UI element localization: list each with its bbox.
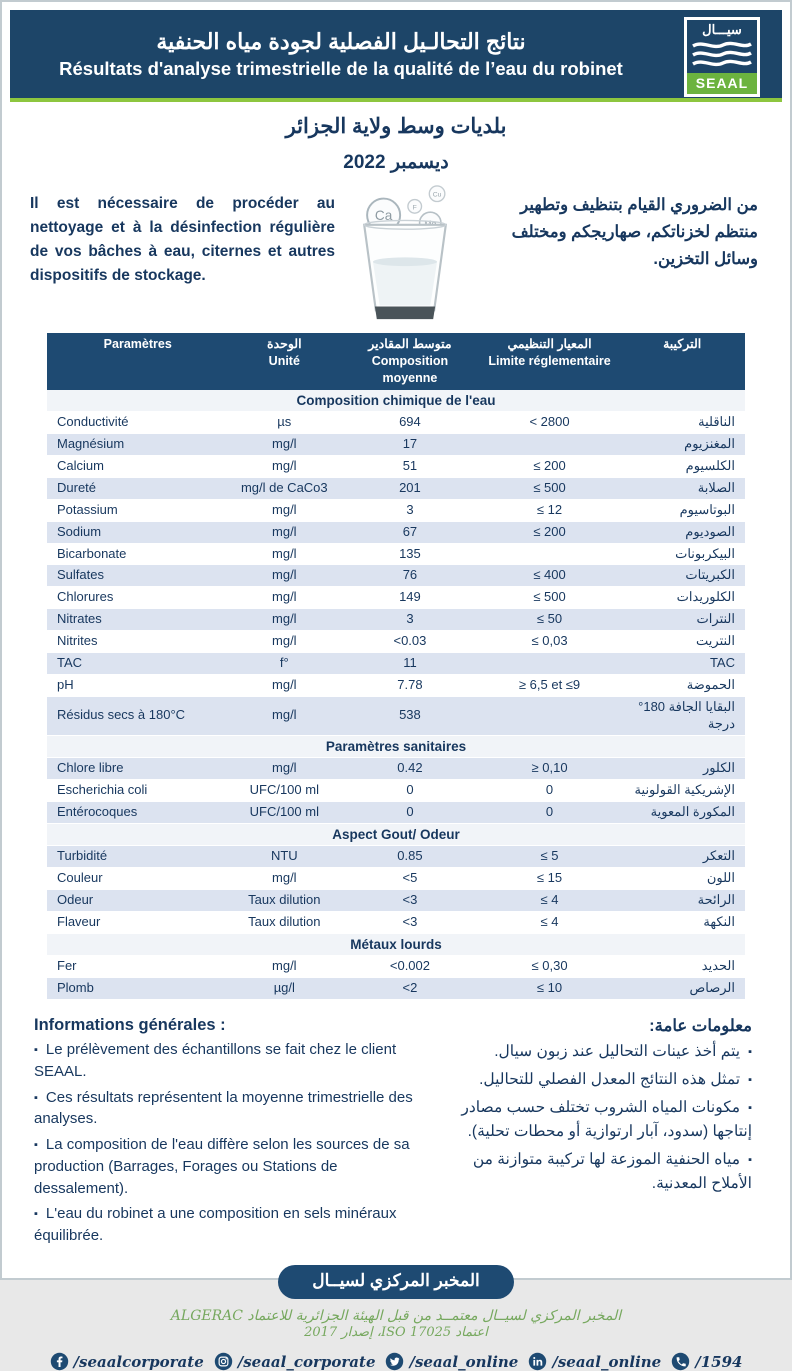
section-title: Aspect Gout/ Odeur (47, 823, 745, 846)
arabic-cell: الناقلية (619, 412, 745, 434)
unit-cell: mg/l (228, 499, 340, 521)
value-cell: 694 (340, 412, 480, 434)
unit-cell: mg/l (228, 696, 340, 735)
value-cell: 0.85 (340, 846, 480, 868)
limit-cell: ≤ 12 (480, 499, 620, 521)
limit-cell: ≤ 200 (480, 521, 620, 543)
value-cell: <5 (340, 868, 480, 890)
limit-cell: ≤ 400 (480, 565, 620, 587)
unit-cell: mg/l (228, 565, 340, 587)
social-link-linkedin[interactable] (528, 1352, 661, 1371)
water-glass-illustration (341, 184, 469, 327)
limit-cell (480, 543, 620, 565)
unit-cell: mg/l (228, 455, 340, 477)
table-row (47, 758, 745, 780)
unit-cell: mg/l (228, 543, 340, 565)
param-cell: Turbidité (47, 846, 228, 868)
info-arabic-title: معلومات عامة: (649, 1017, 752, 1036)
table-section-header (47, 390, 745, 412)
unit-cell: NTU (228, 846, 340, 868)
table-row (47, 521, 745, 543)
limit-cell: ≤ 15 (480, 868, 620, 890)
limit-cell: < 2800 (480, 412, 620, 434)
unit-cell: mg/l (228, 521, 340, 543)
social-link-phone[interactable] (671, 1352, 742, 1371)
value-cell: 149 (340, 587, 480, 609)
list-item: ▪ تمثل هذه النتائج المعدل الفصلي للتحاليل. (434, 1068, 752, 1092)
table-row (47, 801, 745, 823)
header-title-french: Résultats d'analyse trimestrielle de la qualité de l’eau du robinet (59, 57, 623, 79)
arabic-cell: الرصاص (619, 978, 745, 1000)
unit-cell: mg/l (228, 587, 340, 609)
info-french-title: Informations générales : (34, 1016, 226, 1035)
value-cell: <0.03 (340, 631, 480, 653)
col-header-limite-reglementaire: المعيار التنظيمي Limite réglementaire (480, 333, 620, 390)
col-header-composition-ar: التركيبة (619, 333, 745, 390)
unit-cell: mg/l (228, 434, 340, 456)
section-title: Composition chimique de l'eau (47, 390, 745, 412)
arabic-cell: الصوديوم (619, 521, 745, 543)
limit-cell: ≤ 4 (480, 890, 620, 912)
accreditation-text (2, 1307, 790, 1342)
twitter-icon (385, 1352, 404, 1371)
table-row (47, 779, 745, 801)
arabic-cell: التعكر (619, 846, 745, 868)
limit-cell: ≤ 0,30 (480, 956, 620, 978)
arabic-cell: الإشريكية القولونية (619, 779, 745, 801)
arabic-cell: النترات (619, 609, 745, 631)
social-handle: /seaal_online (409, 1352, 519, 1371)
limit-cell: ≤ 5 (480, 846, 620, 868)
limit-cell: 0 (480, 801, 620, 823)
unit-cell: Taux dilution (228, 911, 340, 933)
unit-cell: mg/l (228, 956, 340, 978)
unit-cell: mg/l (228, 868, 340, 890)
seaal-logo-wordmark: SEAAL (687, 73, 757, 94)
arabic-cell: الكبريتات (619, 565, 745, 587)
info-arabic-list (434, 1040, 752, 1196)
arabic-cell: اللون (619, 868, 745, 890)
param-cell: Nitrates (47, 609, 228, 631)
notice-text-french: Il est nécessaire de procéder au nettoyage et à la désinfection régulière de vos bâches à eau, citernes et autres dispositifs de stockage. (30, 195, 335, 285)
table-row (47, 631, 745, 653)
table-section-header (47, 735, 745, 758)
limit-cell (480, 434, 620, 456)
central-lab-badge: المخبر المركزي لسيــال (278, 1265, 514, 1299)
value-cell: 135 (340, 543, 480, 565)
value-cell: 3 (340, 499, 480, 521)
table-row (47, 978, 745, 1000)
limit-cell: ≤ 200 (480, 455, 620, 477)
list-item: ▪ يتم أخذ عينات التحاليل عند زبون سيال. (434, 1040, 752, 1064)
value-cell: 0 (340, 801, 480, 823)
limit-cell: ≤ 500 (480, 477, 620, 499)
limit-cell: ≤ 4 (480, 911, 620, 933)
arabic-cell: البوتاسيوم (619, 499, 745, 521)
arabic-cell: الكلسيوم (619, 455, 745, 477)
social-handle: /seaal_online (552, 1352, 662, 1371)
param-cell: Couleur (47, 868, 228, 890)
unit-cell: mg/l (228, 631, 340, 653)
section-title: Métaux lourds (47, 933, 745, 956)
arabic-cell: المكورة المعوية (619, 801, 745, 823)
value-cell: 17 (340, 434, 480, 456)
list-item: ▪ مكونات المياه الشروب تختلف حسب مصادر إنتاجها (سدود، آبار ارتوازية أو محطات تحلية). (434, 1096, 752, 1144)
table-row (47, 412, 745, 434)
arabic-cell: TAC (619, 652, 745, 674)
subtitle (2, 114, 790, 174)
seaal-logo (684, 17, 760, 97)
param-cell: Résidus secs à 180°C (47, 696, 228, 735)
table-row (47, 674, 745, 696)
param-cell: Entérocoques (47, 801, 228, 823)
accreditation-line-1: المخبر المركزي لسيــال معتمــد من قبل الهيئة الجزائرية للاعتماد ALGERAC (170, 1307, 622, 1324)
table-row (47, 543, 745, 565)
value-cell: 76 (340, 565, 480, 587)
col-header-composition-moyenne: متوسط المقادير Composition moyenne (340, 333, 480, 390)
limit-cell: ≤ 500 (480, 587, 620, 609)
table-row (47, 956, 745, 978)
glass-label-cu: Cu (432, 191, 442, 199)
value-cell: 201 (340, 477, 480, 499)
value-cell: <2 (340, 978, 480, 1000)
limit-cell: ≥ 0,10 (480, 758, 620, 780)
table-row (47, 652, 745, 674)
table-row (47, 846, 745, 868)
limit-cell (480, 652, 620, 674)
table-section-header (47, 933, 745, 956)
arabic-cell: الحموضة (619, 674, 745, 696)
list-item: ▪ L'eau du robinet a une composition en sels minéraux équilibrée. (34, 1203, 434, 1247)
social-link-twitter[interactable] (385, 1352, 518, 1371)
param-cell: Flaveur (47, 911, 228, 933)
unit-cell: UFC/100 ml (228, 801, 340, 823)
header-band (10, 10, 782, 102)
param-cell: Conductivité (47, 412, 228, 434)
accreditation-line-2: اعتماد ISO 17025، إصدار 2017 (304, 1325, 488, 1341)
value-cell: 7.78 (340, 674, 480, 696)
limit-cell: 0 (480, 779, 620, 801)
arabic-cell: الحديد (619, 956, 745, 978)
param-cell: pH (47, 674, 228, 696)
info-french-list (34, 1039, 434, 1247)
results-table-body (47, 390, 745, 1000)
table-row (47, 499, 745, 521)
social-handle: /seaalcorporate (73, 1352, 204, 1371)
unit-cell: µs (228, 412, 340, 434)
param-cell: Calcium (47, 455, 228, 477)
limit-cell: ≤ 10 (480, 978, 620, 1000)
value-cell: <0.002 (340, 956, 480, 978)
arabic-cell: الصلابة (619, 477, 745, 499)
social-bar (2, 1352, 790, 1371)
list-item: ▪ مياه الحنفية الموزعة لها تركيبة متوازنة من الأملاح المعدنية. (434, 1148, 752, 1196)
linkedin-icon (528, 1352, 547, 1371)
col-header-parametres: Paramètres (47, 333, 228, 390)
list-item: ▪ La composition de l'eau diffère selon les sources de sa production (Barrages, Forages ou Stations de dessalement). (34, 1134, 434, 1199)
instagram-icon (214, 1352, 233, 1371)
arabic-cell: النتريت (619, 631, 745, 653)
value-cell: 0 (340, 779, 480, 801)
table-row (47, 609, 745, 631)
table-row (47, 911, 745, 933)
unit-cell: Taux dilution (228, 890, 340, 912)
period-title: ديسمبر 2022 (343, 152, 449, 173)
arabic-cell: النكهة (619, 911, 745, 933)
param-cell: Odeur (47, 890, 228, 912)
facebook-icon (50, 1352, 69, 1371)
limit-cell (480, 696, 620, 735)
value-cell: 51 (340, 455, 480, 477)
list-item: ▪ Ces résultats représentent la moyenne trimestrielle des analyses. (34, 1087, 434, 1131)
list-item: ▪ Le prélèvement des échantillons se fait chez le client SEAAL. (34, 1039, 434, 1083)
param-cell: Chlorures (47, 587, 228, 609)
unit-cell: mg/l (228, 609, 340, 631)
table-row (47, 434, 745, 456)
param-cell: Dureté (47, 477, 228, 499)
value-cell: 11 (340, 652, 480, 674)
table-header-row (47, 333, 745, 390)
param-cell: Potassium (47, 499, 228, 521)
limit-cell: ≤ 0,03 (480, 631, 620, 653)
unit-cell: f° (228, 652, 340, 674)
seaal-logo-arabic-name: سيـــال (702, 22, 742, 37)
arabic-cell: الكلور (619, 758, 745, 780)
social-handle: /1594 (695, 1352, 743, 1371)
param-cell: Bicarbonate (47, 543, 228, 565)
value-cell: 0.42 (340, 758, 480, 780)
general-info-section (34, 1016, 758, 1251)
unit-cell: UFC/100 ml (228, 779, 340, 801)
table-row (47, 868, 745, 890)
param-cell: Plomb (47, 978, 228, 1000)
arabic-cell: الكلوريدات (619, 587, 745, 609)
param-cell: Sodium (47, 521, 228, 543)
phone-icon (671, 1352, 690, 1371)
param-cell: Chlore libre (47, 758, 228, 780)
col-header-unite: الوحدة Unité (228, 333, 340, 390)
param-cell: Nitrites (47, 631, 228, 653)
header (10, 10, 782, 102)
table-row (47, 565, 745, 587)
value-cell: 538 (340, 696, 480, 735)
table-row (47, 696, 745, 735)
arabic-cell: الرائحة (619, 890, 745, 912)
results-table (47, 333, 745, 1000)
water-glass-icon (341, 184, 469, 322)
value-cell: 3 (340, 609, 480, 631)
arabic-cell: المغنزيوم (619, 434, 745, 456)
section-title: Paramètres sanitaires (47, 735, 745, 758)
glass-label-f: F (412, 204, 417, 212)
param-cell: Fer (47, 956, 228, 978)
info-french (34, 1016, 434, 1251)
glass-label-ca: Ca (374, 207, 393, 223)
value-cell: <3 (340, 911, 480, 933)
table-section-header (47, 823, 745, 846)
header-title-arabic: نتائج التحالـيل الفصلية لجودة مياه الحنفية (156, 29, 526, 55)
param-cell: Escherichia coli (47, 779, 228, 801)
param-cell: TAC (47, 652, 228, 674)
social-link-facebook[interactable] (50, 1352, 204, 1371)
value-cell: <3 (340, 890, 480, 912)
region-title: بلديات وسط ولاية الجزائر (285, 115, 507, 138)
unit-cell: mg/l (228, 674, 340, 696)
unit-cell: mg/l de CaCo3 (228, 477, 340, 499)
param-cell: Magnésium (47, 434, 228, 456)
arabic-cell: البقايا الجافة 180° درجة (619, 696, 745, 735)
limit-cell: ≥ 6,5 et ≤9 (480, 674, 620, 696)
table-row (47, 455, 745, 477)
value-cell: 67 (340, 521, 480, 543)
table-row (47, 477, 745, 499)
notice-text-arabic: من الضروري القيام بتنظيف وتطهير منتظم لخزناتكم، صهاريجكم ومختلف وسائل التخزين. (511, 196, 758, 269)
param-cell: Sulfates (47, 565, 228, 587)
notice-section (30, 184, 762, 327)
unit-cell: mg/l (228, 758, 340, 780)
table-row (47, 587, 745, 609)
info-arabic (434, 1016, 758, 1251)
social-link-instagram[interactable] (214, 1352, 376, 1371)
limit-cell: ≤ 50 (480, 609, 620, 631)
arabic-cell: البيكربونات (619, 543, 745, 565)
table-row (47, 890, 745, 912)
unit-cell: µg/l (228, 978, 340, 1000)
social-handle: /seaal_corporate (237, 1352, 376, 1371)
seaal-logo-waves-icon (687, 39, 757, 73)
